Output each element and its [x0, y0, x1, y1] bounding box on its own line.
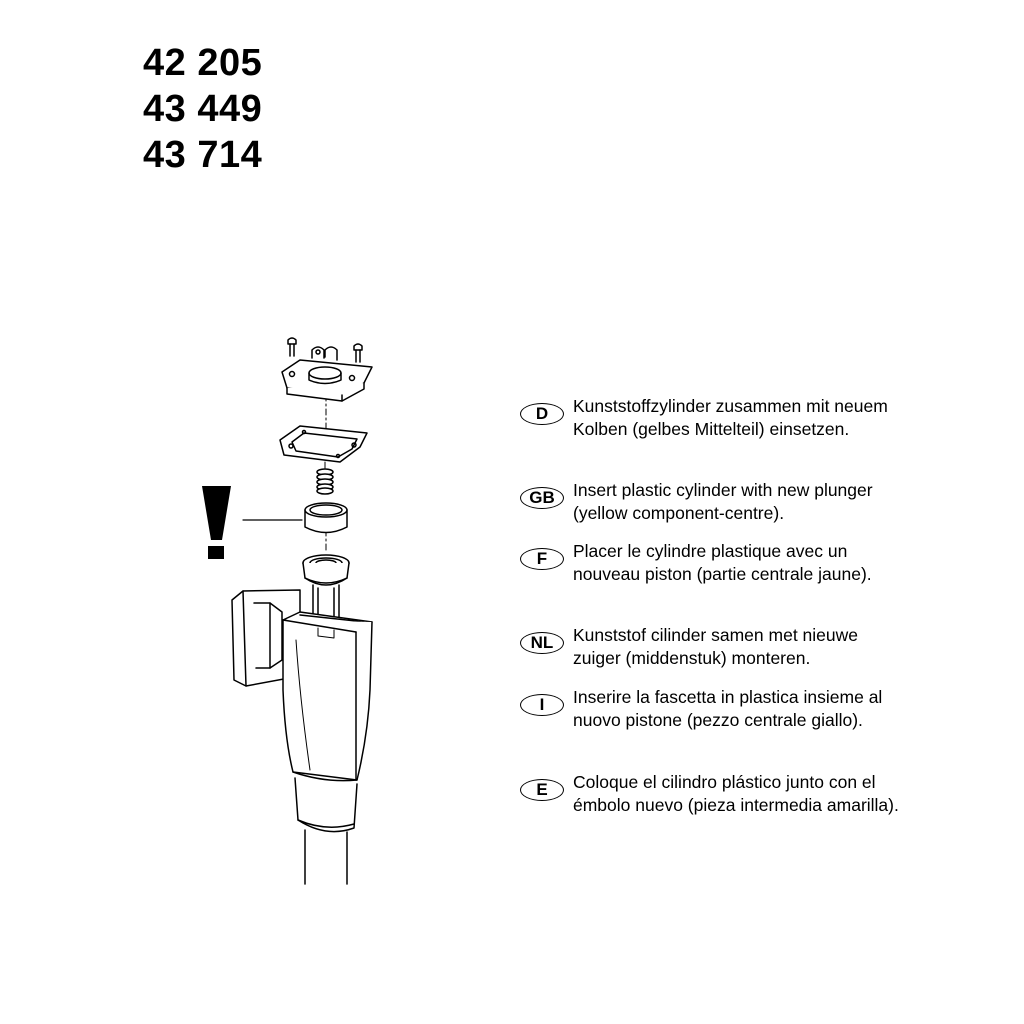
part-numbers	[143, 40, 262, 178]
part-number: 43 714	[143, 134, 263, 176]
part-number: 42 205	[143, 42, 263, 84]
lang-badge-es: E	[520, 779, 564, 801]
lang-badge-gb: GB	[520, 487, 564, 509]
instruction-text-de: Kunststoffzylinder zusammen mit neuem Kolben (gelbes Mittelteil) einsetzen.	[573, 396, 888, 439]
instruction-text-es: Coloque el cilindro plástico junto con el émbolo nuevo (pieza intermedia amarilla).	[573, 772, 899, 815]
faucet-plunger-exploded-diagram	[195, 330, 445, 895]
instruction-text-gb: Insert plastic cylinder with new plunger (yellow component-centre).	[573, 480, 873, 523]
lang-badge-it: I	[520, 694, 564, 716]
faucet-body	[283, 612, 372, 884]
part-number: 43 449	[143, 88, 263, 130]
plastic-cylinder	[305, 503, 347, 533]
exclamation-mark-icon	[202, 486, 231, 559]
instruction-text-fr: Placer le cylindre plastique avec un nouveau piston (partie centrale jaune).	[573, 541, 872, 584]
instruction-text-nl: Kunststof cilinder samen met nieuwe zuiger (middenstuk) monteren.	[573, 625, 858, 668]
instruction-text-it: Inserire la fascetta in plastica insieme al nuovo pistone (pezzo centrale giallo).	[573, 687, 883, 730]
lang-badge-fr: F	[520, 548, 564, 570]
lang-badge-nl: NL	[520, 632, 564, 654]
cap-plate	[282, 338, 372, 401]
spring	[317, 469, 333, 494]
lang-badge-de: D	[520, 403, 564, 425]
gasket	[280, 426, 367, 462]
